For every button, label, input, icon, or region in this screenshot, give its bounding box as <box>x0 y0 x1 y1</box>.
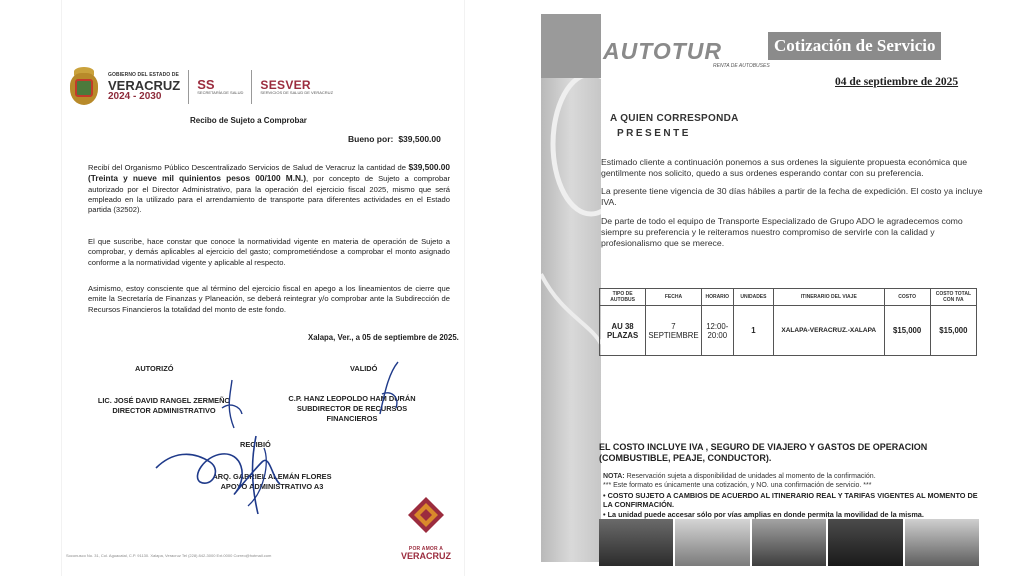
bullet2-text: La unidad puede accesar sólo por vías amplias en donde permita la movilidad de la misma. <box>607 510 924 519</box>
recibio-role: APOYO ADMINISTRATIVO A3 <box>220 482 324 491</box>
amor-line1: POR AMOR A <box>408 546 444 552</box>
quote-paragraph-1: Estimado cliente a continuación ponemos a sus ordenes la siguiente propuesta económica que gentilmente nos solicito, quedo a sus ordenes esperando contar con su preferencia. <box>601 157 968 178</box>
recibio-signatory <box>182 472 362 492</box>
note-text-2: *** Este formato es únicamente una cotización, y NO. una confirmación de servicio. *** <box>603 482 872 489</box>
greeting-line2: PRESENTE <box>617 128 691 139</box>
cell-date: 7 SEPTIEMBRE <box>646 306 702 356</box>
autorizo-role: DIRECTOR ADMINISTRATIVO <box>112 406 216 415</box>
valido-signatory <box>272 394 432 424</box>
gov-line1: GOBIERNO DEL ESTADO DE <box>108 71 179 78</box>
cell-itinerary: XALAPA-VERACRUZ.-XALAPA <box>774 306 885 356</box>
ss-full: SECRETARÍA DE SALUD <box>197 90 244 96</box>
bullet-unit-access: • La unidad puede accesar sólo por vías amplias en donde permita la movilidad de la misma. <box>603 510 924 519</box>
valido-label: VALIDÓ <box>350 364 378 373</box>
por-amor-a-veracruz-logo <box>395 495 457 563</box>
cell-bus-type: AU 38 PLAZAS <box>600 306 646 356</box>
recibio-label: RECIBIÓ <box>240 440 271 449</box>
quote-table <box>599 288 977 356</box>
decorative-side-band <box>541 14 601 562</box>
col-itinerary: ITINERARIO DEL VIAJE <box>774 289 885 306</box>
table-row <box>600 306 977 356</box>
quote-paragraph-3: De parte de todo el equipo de Transporte Especializado de Grupo ADO le agradecemos como siempre su preferencia y le reiteramos nuestro compromiso de servirle con la calidad y profesionalismo que se merece. <box>601 216 963 248</box>
cell-cost: $15,000 <box>884 306 930 356</box>
autorizo-signatory <box>76 396 252 416</box>
photo-strip <box>599 519 979 566</box>
recibio-name: ARQ. GABRIEL ALEMÁN FLORES <box>212 472 332 481</box>
ss-logo <box>197 78 243 96</box>
letterhead <box>66 66 366 108</box>
footer-address: Soconusco No. 31, Col. Aguacatal, C.P. 91130. Xalapa, Veracruz Tel (228) 842-3000 Ext.0000 Correo@hotmail.com <box>66 553 272 558</box>
bueno-por <box>343 134 441 144</box>
photo-dome <box>828 519 902 566</box>
quotation-document <box>523 0 1002 576</box>
greeting-line1: A QUIEN CORRESPONDA <box>610 113 739 124</box>
ss-abbr: SS <box>197 77 215 93</box>
p1-amount: $39,500.00 (Treinta y nueve mil quinientos pesos 00/100 M.N.) <box>88 162 450 184</box>
quote-title: Cotización de Servicio <box>768 32 941 60</box>
autotur-logo-subtitle: RENTA DE AUTOBUSES <box>713 63 770 69</box>
place-date: Xalapa, Ver., a 05 de septiembre de 2025. <box>308 333 459 342</box>
photo-interior <box>905 519 979 566</box>
p1-text-b: , por concepto de Sujeto a comprobar autorizado por el Director Administrativo, para la operación del ejercicio fiscal 2025, mismo que será empleado en la utilizado para el arrendamiento de transporte para diferentes actividades en el Estado partida (32502). <box>88 174 451 215</box>
col-date: FECHA <box>646 289 702 306</box>
valido-name: C.P. HANZ LEOPOLDO HAM DURÁN <box>288 394 416 403</box>
paragraph-fiscal: Asimismo, estoy consciente que al término del ejercicio fiscal en apego a los lineamientos de cierre que emite la Secretaría de Finanzas y Planeación, se deberá reintegrar y/o comprobar ante la Subdirección de Recursos Financieros la totalidad del monto de este fondo. <box>88 284 450 314</box>
p1-text-a: Recibí del Organismo Público Descentralizado Servicios de Salud de Veracruz la cantidad de <box>88 163 406 172</box>
col-schedule: HORARIO <box>701 289 733 306</box>
veracruz-coat-of-arms-icon <box>66 67 102 107</box>
col-units: UNIDADES <box>733 289 773 306</box>
bullet-cost-changes: • COSTO SUJETO A CAMBIOS DE ACUERDO AL ITINERARIO REAL Y TARIFAS VIGENTES AL MOMENTO DE LA CONFIRMACIÓN. <box>603 491 978 509</box>
cell-schedule: 12:00-20:00 <box>701 306 733 356</box>
quote-note <box>603 472 987 490</box>
quote-date: 04 de septiembre de 2025 <box>835 76 959 88</box>
paragraph-receipt <box>88 162 450 215</box>
table-header-row <box>600 289 977 306</box>
receipt-title: Recibo de Sujeto a Comprobar <box>190 116 307 125</box>
autotur-logo: AUTOTUR <box>603 38 723 64</box>
logo-divider <box>188 70 189 104</box>
gov-line3: 2024 - 2030 <box>108 90 162 102</box>
veracruz-diamond-icon <box>406 495 446 535</box>
photo-bus-exterior <box>675 519 749 566</box>
logo-divider <box>251 70 252 104</box>
photo-pyramid <box>752 519 826 566</box>
amor-line2: VERACRUZ <box>400 551 451 561</box>
col-total: COSTO TOTAL CON IVA <box>930 289 976 306</box>
cell-total: $15,000 <box>930 306 976 356</box>
cost-includes: EL COSTO INCLUYE IVA , SEGURO DE VIAJERO Y GASTOS DE OPERACION (COMBUSTIBLE, PEAJE, CONDUCTOR). <box>599 442 928 463</box>
paragraph-compliance: El que suscribe, hace constar que conoce la normatividad vigente en materia de operación de Sujeto a comprobar, y demás aplicables al ejercicio del gasto; comprometiéndose a comprobar el monto asignado conforme a la normatividad vigente y aplicable al respecto. <box>88 237 450 267</box>
autorizo-label: AUTORIZÓ <box>135 364 174 373</box>
gov-line2: VERACRUZ <box>108 77 181 93</box>
col-cost: COSTO <box>884 289 930 306</box>
bueno-label: Bueno por: <box>348 134 394 144</box>
government-logo <box>108 73 180 102</box>
cell-units: 1 <box>733 306 773 356</box>
valido-role: SUBDIRECTOR DE RECURSOS FINANCIEROS <box>296 404 408 423</box>
sesver-full: SERVICIOS DE SALUD DE VERACRUZ <box>260 89 334 95</box>
note-text: Reservación sujeta a disponibilidad de unidades al momento de la confirmación. <box>626 473 876 480</box>
photo-bus-interior <box>599 519 673 566</box>
col-bus-type: TIPO DE AUTOBUS <box>600 289 646 306</box>
quote-paragraph-2: La presente tiene vigencia de 30 días hábiles a partir de la fecha de expedición. El costo ya incluye IVA. <box>601 186 983 207</box>
bueno-amount: $39,500.00 <box>398 134 441 144</box>
autorizo-name: LIC. JOSÉ DAVID RANGEL ZERMEÑO <box>97 396 231 405</box>
bullet1-text: COSTO SUJETO A CAMBIOS DE ACUERDO AL ITINERARIO REAL Y TARIFAS VIGENTES AL MOMENTO DE LA CONFIRMACIÓN. <box>603 491 978 509</box>
note-label: NOTA: <box>603 473 625 480</box>
receipt-document <box>62 0 464 576</box>
sesver-abbr: SESVER <box>260 77 311 92</box>
sesver-logo <box>260 79 333 96</box>
